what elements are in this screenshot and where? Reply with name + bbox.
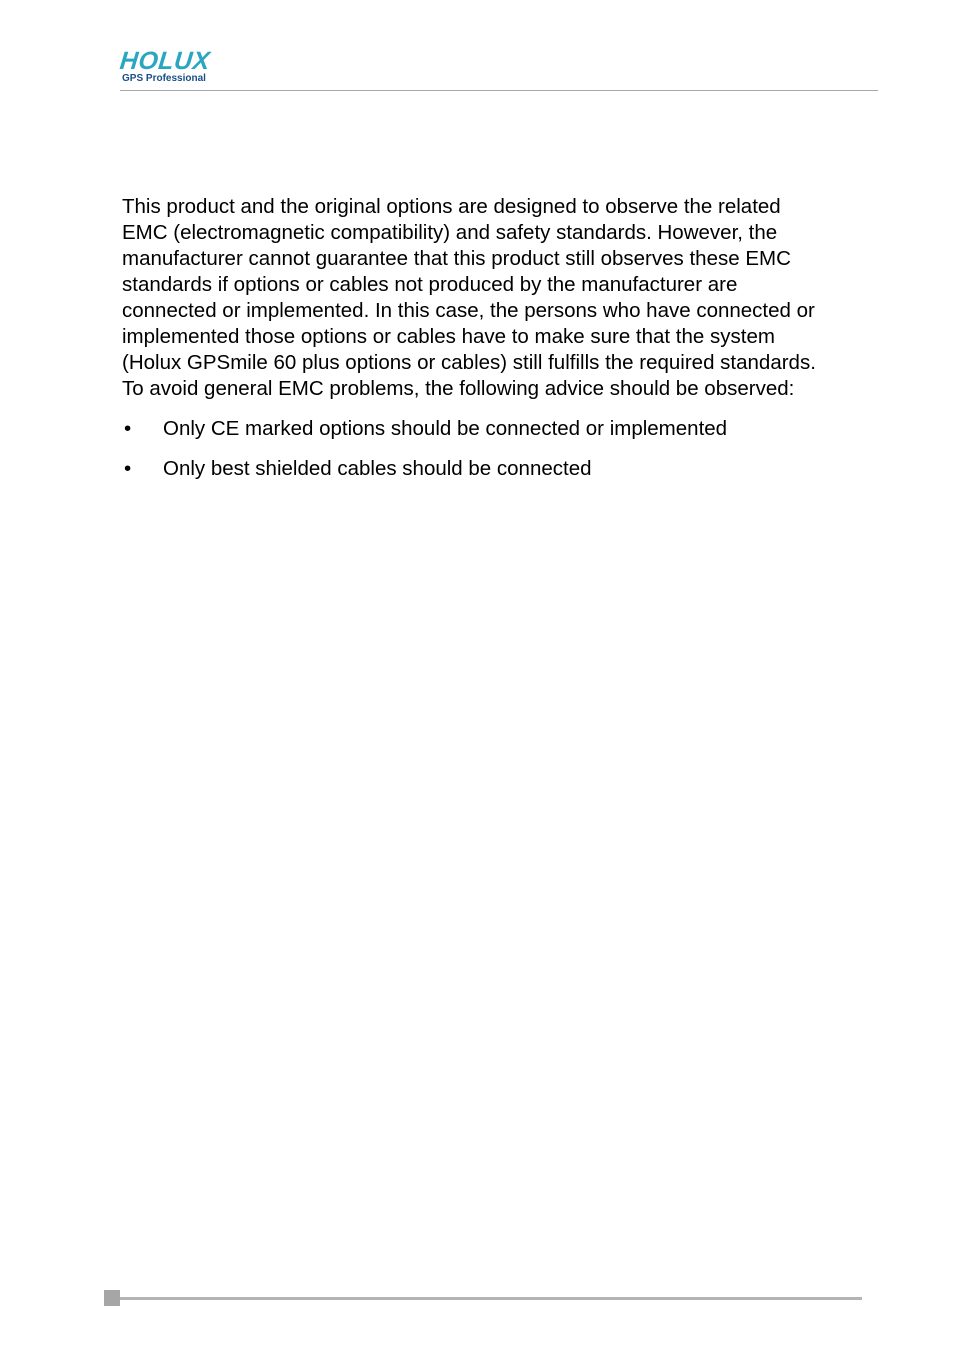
paragraph-line: This product and the original options are designed to observe the related [122, 195, 781, 218]
paragraph-line: standards if options or cables not produced by the manufacturer are [122, 273, 738, 296]
paragraph-line: manufacturer cannot guarantee that this product still observes these EMC [122, 247, 791, 270]
paragraph-line: EMC (electromagnetic compatibility) and safety standards. However, the [122, 221, 778, 244]
header-divider [120, 90, 878, 91]
advice-list [122, 416, 882, 496]
bullet-icon: • [124, 417, 132, 440]
logo-wordmark: HOLUX [118, 47, 212, 75]
footer-divider [120, 1297, 862, 1300]
bullet-icon: • [124, 457, 132, 480]
logo-tagline: GPS Professional [122, 73, 206, 84]
list-item-text: Only best shielded cables should be connected [163, 457, 592, 480]
list-item [122, 416, 882, 442]
emc-paragraph [122, 194, 892, 402]
paragraph-line: (Holux GPSmile 60 plus options or cables) still fulfills the required standards. [122, 351, 816, 374]
paragraph-line: connected or implemented. In this case, the persons who have connected or [122, 299, 815, 322]
list-item-text: Only CE marked options should be connected or implemented [163, 417, 728, 440]
paragraph-line: To avoid general EMC problems, the following advice should be observed: [122, 377, 795, 400]
paragraph-line: implemented those options or cables have to make sure that the system [122, 325, 775, 348]
footer-marker [104, 1290, 120, 1306]
list-item [122, 456, 882, 482]
holux-logo [120, 48, 230, 88]
